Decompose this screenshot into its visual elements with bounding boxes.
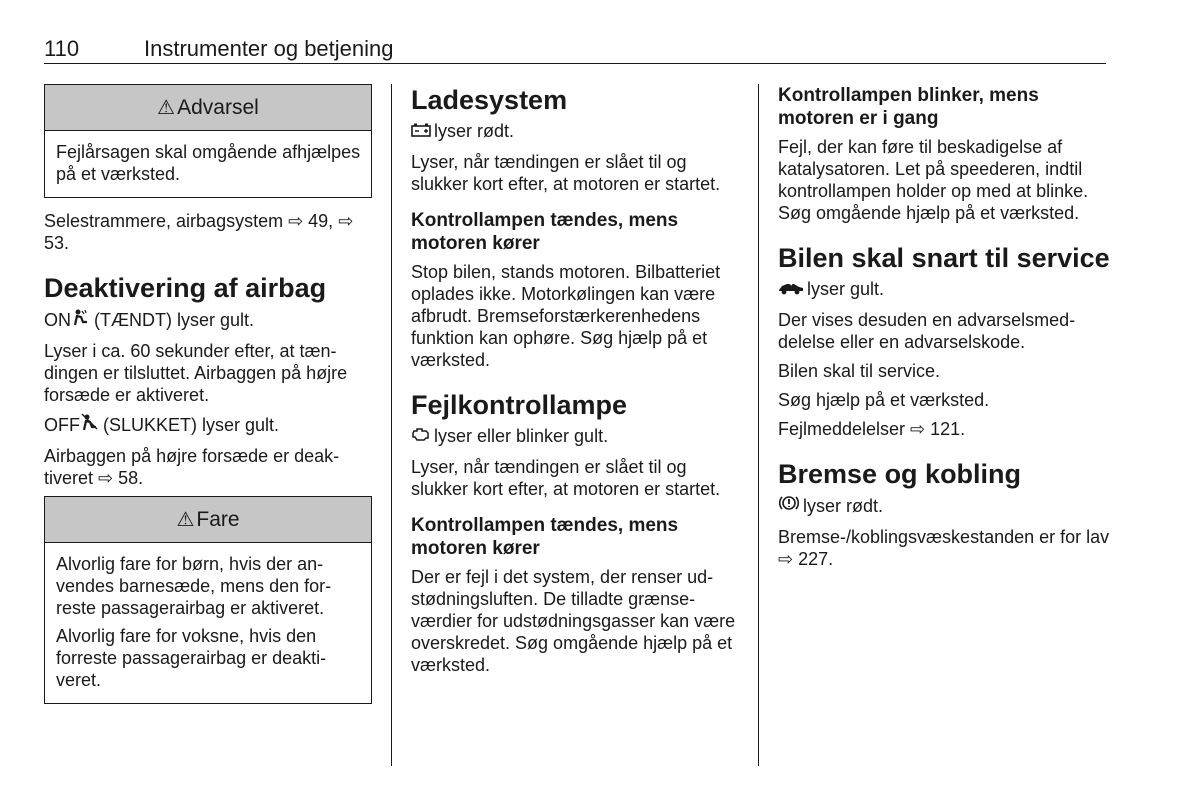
engine-check-icon xyxy=(411,426,431,449)
warning-triangle-icon: ⚠ xyxy=(176,509,195,531)
lamp-line xyxy=(411,120,741,144)
subsection-title: Kontrollampen blinker, mens motoren er i gang xyxy=(778,85,1039,129)
paragraph: Bilen skal til service. xyxy=(778,361,941,381)
lamp-text: lyser gult. xyxy=(807,279,885,299)
paragraph: Bremse-/koblingsvæskestanden er for lav ⇨ 227. xyxy=(778,527,1110,569)
page-header xyxy=(44,34,1106,64)
page-number: 110 xyxy=(44,36,80,61)
paragraph: Stop bilen, stands motoren. Bilbatteriet oplades ikke. Motorkølingen kan være afbrudt. Bremseforstærkerenhedens funktion kan ophøre. Søg hjælp på et værksted. xyxy=(411,262,721,370)
lamp-line xyxy=(778,278,1110,302)
section-title: Ladesystem xyxy=(411,85,568,115)
airbag-off-line xyxy=(44,413,372,438)
airbag-on-line xyxy=(44,308,372,333)
section-title: Bremse og kobling xyxy=(778,459,1022,489)
reference-line: Selestrammere, airbagsystem ⇨ 49, ⇨ 53. xyxy=(44,211,354,253)
airbag-off-icon xyxy=(80,413,100,438)
service-car-icon xyxy=(778,280,804,302)
warning-triangle-icon: ⚠ xyxy=(157,97,176,119)
column-1 xyxy=(44,84,372,716)
airbag-on-icon xyxy=(71,308,91,333)
subsection-title: Kontrollampen tændes, mens motoren kører xyxy=(411,210,679,254)
danger-box-title: Fare xyxy=(196,507,240,531)
airbag-off-text: (SLUKKET) lyser gult. xyxy=(103,415,280,435)
warning-box-text: Fejlårsagen skal omgående afhjælpes på et værksted. xyxy=(56,142,361,184)
paragraph: Fejlmeddelelser ⇨ 121. xyxy=(778,419,966,439)
section-title: Fejlkontrollampe xyxy=(411,390,628,420)
section-title: Bilen skal snart til service xyxy=(778,243,1110,273)
paragraph: Lyser, når tændingen er slået til og slukker kort efter, at motoren er startet. xyxy=(411,457,721,499)
danger-box xyxy=(44,496,372,704)
paragraph: Der er fejl i det system, der renser udstødningsluften. De tilladte grænseværdier for udstødningsgasser kan være overskredet. Søg omgående hjælp på et værksted. xyxy=(411,567,736,675)
column-divider xyxy=(758,84,759,766)
paragraph: Der vises desuden en advarselsmeddelelse eller en advarselskode. xyxy=(778,310,1076,352)
column-2 xyxy=(411,84,741,683)
brake-icon xyxy=(778,494,800,519)
airbag-on-text: (TÆNDT) lyser gult. xyxy=(94,310,255,330)
danger-box-header xyxy=(45,497,371,543)
section-title: Deaktivering af airbag xyxy=(44,273,327,303)
subsection-title: Kontrollampen tændes, mens motoren kører xyxy=(411,515,679,559)
paragraph: Lyser i ca. 60 sekunder efter, at tændingen er tilsluttet. Airbaggen på højre forsæde er aktiveret. xyxy=(44,341,348,405)
battery-icon xyxy=(411,122,431,144)
column-3 xyxy=(778,84,1110,577)
lamp-text: lyser rødt. xyxy=(803,496,884,516)
paragraph: Fejl, der kan føre til beskadigelse af katalysatoren. Let på speederen, indtil kontrollampen holder op med at blinke. Søg omgående hjælp på et værksted. xyxy=(778,137,1089,223)
danger-box-text: Alvorlig fare for voksne, hvis den forreste passagerairbag er deaktiveret. xyxy=(56,626,327,690)
warning-box-title: Advarsel xyxy=(177,95,259,119)
chapter-title: Instrumenter og betjening xyxy=(144,36,394,61)
column-divider xyxy=(391,84,392,766)
danger-box-text: Alvorlig fare for børn, hvis der anvendes barnesæde, mens den forreste passagerairbag er aktiveret. xyxy=(56,554,332,618)
warning-box xyxy=(44,84,372,198)
paragraph: Søg hjælp på et værksted. xyxy=(778,390,990,410)
lamp-line xyxy=(411,425,741,449)
lamp-text: lyser rødt. xyxy=(434,121,515,141)
paragraph: Lyser, når tændingen er slået til og slukker kort efter, at motoren er startet. xyxy=(411,152,721,194)
off-label: OFF xyxy=(44,415,80,435)
lamp-line xyxy=(778,494,1110,519)
paragraph: Airbaggen på højre forsæde er deaktiveret ⇨ 58. xyxy=(44,446,340,488)
on-label: ON xyxy=(44,310,71,330)
lamp-text: lyser eller blinker gult. xyxy=(434,426,609,446)
warning-box-header xyxy=(45,85,371,131)
